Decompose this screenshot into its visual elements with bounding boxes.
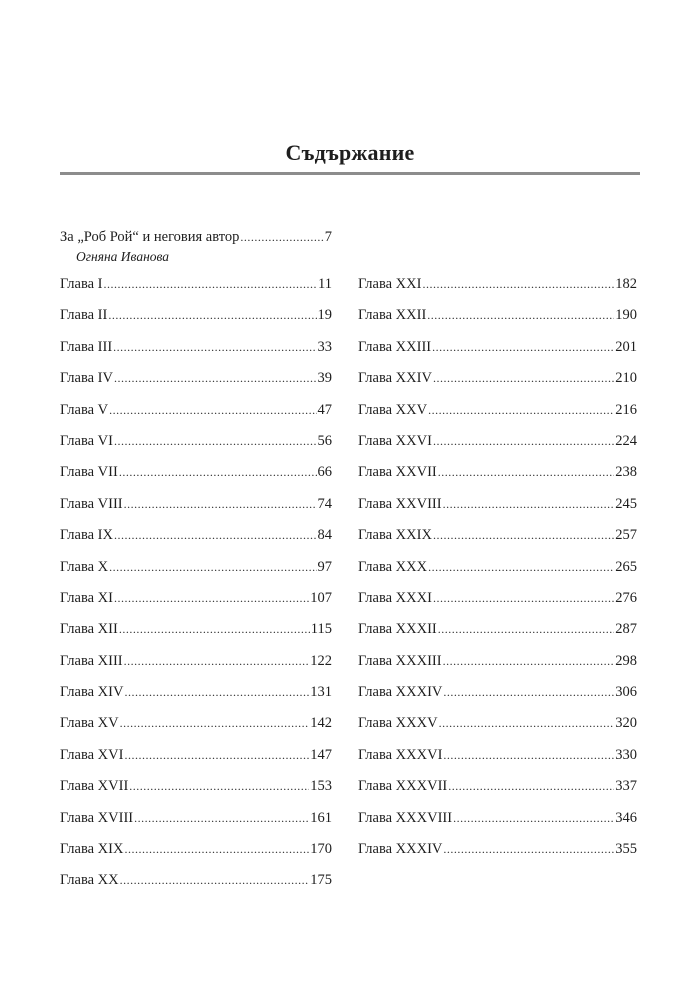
toc-entry-label: Глава XXXVI (358, 746, 443, 763)
toc-entry-label: Глава XXII (358, 307, 427, 324)
toc-entry-label: Глава XVIII (60, 809, 134, 826)
dot-leader (120, 714, 310, 732)
toc-entry-label: Глава VIII (60, 495, 123, 512)
dot-leader (433, 526, 614, 544)
dot-leader (114, 369, 317, 387)
toc-entry[interactable] (60, 306, 332, 337)
toc-entry-label: Глава III (60, 338, 113, 355)
toc-entry[interactable] (60, 714, 332, 745)
dot-leader (124, 652, 310, 670)
toc-entry-page: 265 (615, 558, 637, 575)
toc-entry-page: 298 (615, 652, 637, 669)
dot-leader (443, 840, 614, 858)
toc-entry-page: 19 (317, 307, 332, 324)
toc-entry-label: Глава XXXI (358, 589, 432, 606)
toc-entry-label: Глава XXI (358, 276, 422, 292)
toc-entry[interactable] (358, 338, 637, 369)
toc-entry-label: Глава XVI (60, 746, 124, 763)
toc-entry-label: Глава XXXII (358, 621, 437, 638)
toc-entry-page: 182 (615, 276, 637, 292)
dot-leader (119, 463, 317, 481)
dot-leader (124, 840, 309, 858)
toc-entry[interactable] (60, 840, 332, 871)
dot-leader (439, 714, 615, 732)
toc-entry-page: 170 (310, 841, 332, 858)
toc-entry[interactable] (358, 558, 637, 589)
dot-leader (428, 558, 614, 576)
toc-entry-page: 56 (317, 432, 332, 449)
toc-entry-label: Глава XI (60, 589, 113, 606)
dot-leader (113, 338, 316, 356)
toc-entry[interactable] (60, 495, 332, 526)
dot-leader (114, 526, 317, 544)
dot-leader (104, 275, 318, 293)
toc-entry[interactable] (60, 463, 332, 494)
toc-entry-label: Глава I (60, 276, 103, 292)
toc-entry-label: Глава XXXV (358, 715, 438, 732)
dot-leader (438, 463, 614, 481)
toc-entry-label: Глава IX (60, 527, 113, 544)
toc-entry-label: Глава XXX (358, 558, 428, 575)
intro-author: Огняна Иванова (76, 249, 170, 264)
toc-entry-page: 84 (317, 527, 332, 544)
toc-entry[interactable] (60, 809, 332, 840)
toc-entry-label: Глава IV (60, 370, 113, 387)
toc-entry-label: Глава XXVIII (358, 495, 442, 512)
dot-leader (427, 306, 614, 324)
toc-entry[interactable] (60, 620, 332, 651)
toc-entry[interactable] (60, 777, 332, 808)
dot-leader (109, 401, 316, 419)
toc-entry-page: 7 (324, 229, 332, 245)
toc-entry-label: Глава XXIV (358, 370, 432, 387)
dot-leader (443, 652, 615, 670)
toc-entry-page: 161 (310, 809, 332, 826)
toc-entry[interactable] (358, 306, 637, 337)
dot-leader (114, 589, 309, 607)
toc-entry[interactable] (358, 463, 637, 494)
toc-entry-label: Глава XV (60, 715, 119, 732)
toc-entry-label: Глава XXXIII (358, 652, 442, 669)
toc-entry-page: 131 (310, 684, 332, 701)
toc-entry[interactable] (60, 228, 332, 246)
dot-leader (134, 809, 309, 827)
toc-entry[interactable] (358, 432, 637, 463)
toc-entry-label: За „Роб Рой“ и неговия автор (60, 229, 240, 245)
toc-entry-page: 97 (317, 558, 332, 575)
toc-entry-page: 175 (310, 872, 332, 889)
toc-entry-page: 306 (615, 684, 637, 701)
toc-entry-page: 224 (615, 432, 637, 449)
toc-entry-page: 107 (310, 589, 332, 606)
dot-leader (109, 558, 316, 576)
toc-entry[interactable] (358, 809, 637, 840)
toc-entry-label: Глава XIX (60, 841, 124, 858)
toc-entry-page: 47 (317, 401, 332, 418)
toc-entry[interactable] (60, 338, 332, 369)
toc-entry-label: Глава XXXVIII (358, 809, 453, 826)
toc-entry-page: 201 (615, 338, 637, 355)
toc-entry-label: Глава XXXIV (358, 841, 443, 858)
dot-leader (433, 589, 614, 607)
toc-entry-page: 245 (615, 495, 637, 512)
dot-leader (453, 809, 614, 827)
toc-entry-page: 216 (615, 401, 637, 418)
toc-entry-page: 147 (310, 746, 332, 763)
toc-entry-page: 122 (310, 652, 332, 669)
dot-leader (432, 338, 614, 356)
toc-entry[interactable] (60, 683, 332, 714)
toc-left-column (60, 275, 332, 903)
toc-entry-page: 190 (615, 307, 637, 324)
toc-entry-label: Глава XXXVII (358, 778, 448, 795)
toc-entry-page: 66 (317, 464, 332, 481)
toc-entry-label: Глава XXVII (358, 464, 437, 481)
toc-entry-page: 287 (615, 621, 637, 638)
toc-entry[interactable] (60, 558, 332, 589)
dot-leader (443, 495, 615, 513)
toc-entry[interactable] (60, 526, 332, 557)
dot-leader (428, 401, 614, 419)
toc-entry[interactable] (358, 714, 637, 745)
dot-leader (124, 683, 309, 701)
dot-leader (443, 683, 614, 701)
toc-entry-page: 257 (615, 527, 637, 544)
dot-leader (443, 746, 614, 764)
toc-entry-page: 320 (615, 715, 637, 732)
toc-entry[interactable] (358, 840, 637, 871)
toc-entry-label: Глава XVII (60, 778, 129, 795)
dot-leader (124, 746, 309, 764)
toc-entry[interactable] (60, 275, 332, 306)
dot-leader (433, 369, 614, 387)
toc-entry-page: 39 (317, 370, 332, 387)
toc-entry-page: 11 (318, 276, 332, 292)
dot-leader (433, 432, 614, 450)
dot-leader (114, 432, 317, 450)
toc-entry[interactable] (60, 589, 332, 620)
toc-entry-page: 74 (317, 495, 332, 512)
toc-entry-label: Глава XII (60, 621, 118, 638)
toc-entry[interactable] (358, 746, 637, 777)
toc-entry-page: 142 (310, 715, 332, 732)
toc-entry[interactable] (358, 495, 637, 526)
toc-entry-label: Глава VI (60, 432, 113, 449)
toc-entry-page: 337 (615, 778, 637, 795)
toc-entry-page: 210 (615, 370, 637, 387)
dot-leader (124, 495, 317, 513)
toc-entry-page: 153 (310, 778, 332, 795)
toc-entry-label: Глава XXVI (358, 432, 432, 449)
toc-entry-page: 330 (615, 746, 637, 763)
toc-entry-label: Глава XIV (60, 684, 124, 701)
toc-entry[interactable] (358, 683, 637, 714)
toc-right-column (358, 275, 637, 871)
toc-entry[interactable] (358, 526, 637, 557)
toc-entry[interactable] (60, 746, 332, 777)
toc-entry[interactable] (358, 620, 637, 651)
toc-entry[interactable] (358, 589, 637, 620)
dot-leader (120, 871, 310, 889)
toc-entry-label: Глава II (60, 307, 108, 324)
dot-leader (108, 306, 316, 324)
toc-entry-label: Глава XXIX (358, 527, 432, 544)
dot-leader (240, 228, 323, 246)
toc-entry-label: Глава XIII (60, 652, 123, 669)
toc-entry[interactable] (358, 777, 637, 808)
toc-entry-label: Глава XXIII (358, 338, 432, 355)
toc-entry-page: 115 (310, 621, 332, 638)
toc-entry-label: Глава XX (60, 872, 119, 889)
toc-entry-label: Глава XXV (358, 401, 428, 418)
toc-entry[interactable] (358, 369, 637, 400)
toc-entry[interactable] (358, 275, 637, 306)
toc-intro-entry[interactable] (60, 228, 332, 266)
dot-leader (448, 777, 614, 795)
toc-entry[interactable] (60, 369, 332, 400)
toc-entry-page: 33 (317, 338, 332, 355)
toc-entry-label: Глава XXXIV (358, 684, 443, 701)
toc-entry[interactable] (60, 871, 332, 902)
toc-entry[interactable] (60, 401, 332, 432)
toc-entry[interactable] (358, 401, 637, 432)
toc-entry-page: 276 (615, 589, 637, 606)
toc-entry-label: Глава VII (60, 464, 118, 481)
toc-entry-page: 355 (615, 841, 637, 858)
toc-entry-page: 238 (615, 464, 637, 481)
title-divider (60, 172, 640, 175)
dot-leader (422, 275, 614, 293)
toc-entry-label: Глава V (60, 401, 109, 418)
dot-leader (438, 620, 614, 638)
toc-entry[interactable] (60, 652, 332, 683)
toc-entry-page: 346 (615, 809, 637, 826)
toc-entry[interactable] (60, 432, 332, 463)
toc-entry-label: Глава X (60, 558, 109, 575)
dot-leader (119, 620, 310, 638)
page-title: Съдържание (285, 140, 415, 165)
toc-entry[interactable] (358, 652, 637, 683)
dot-leader (129, 777, 309, 795)
